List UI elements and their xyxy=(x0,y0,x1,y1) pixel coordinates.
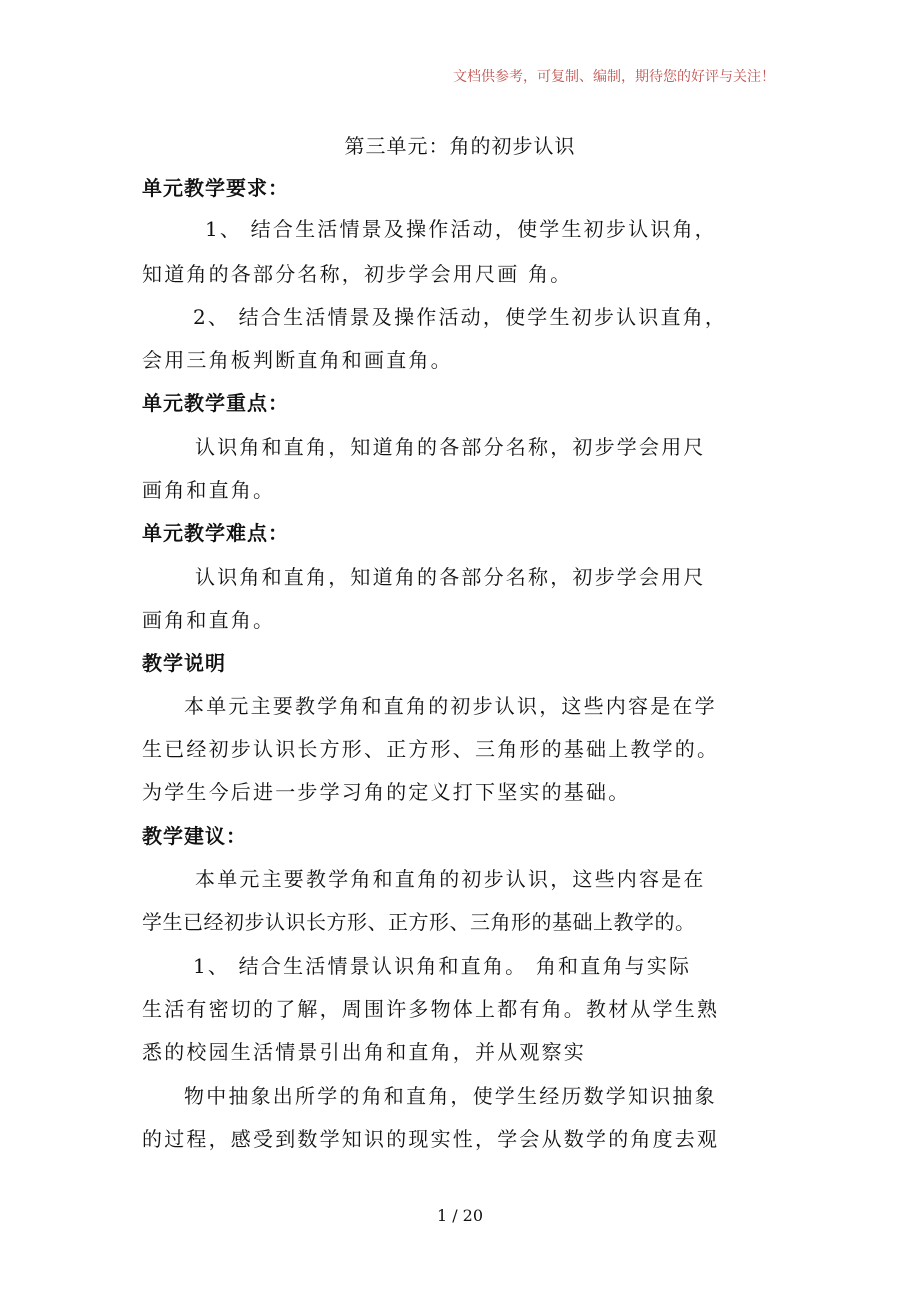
explanation-line2: 生已经初步认识长方形、正方形、三角形的基础上教学的。 xyxy=(142,737,720,761)
requirements-item2-line2: 会用三角板判断直角和画直角。 xyxy=(142,348,453,372)
difficulties-line2: 画角和直角。 xyxy=(142,608,276,632)
suggestions-line4: 生活有密切的了解，周围许多物体上都有角。教材从学生熟 xyxy=(142,997,720,1021)
key-points-line2: 画角和直角。 xyxy=(142,478,276,502)
requirements-item2-line1: 2、 结合生活情景及操作活动，使学生初步认识直角， xyxy=(193,305,728,329)
suggestions-line6: 物中抽象出所学的角和直角，使学生经历数学知识抽象 xyxy=(184,1084,717,1108)
explanation-line1: 本单元主要教学角和直角的初步认识，这些内容是在学 xyxy=(184,694,717,718)
header-note: 文档供参考，可复制、编制，期待您的好评与关注！ xyxy=(453,69,775,85)
page-number: 1 / 20 xyxy=(436,1206,484,1225)
requirements-heading: 单元教学要求： xyxy=(142,176,289,200)
suggestions-line7: 的过程，感受到数学知识的现实性，学会从数学的角度去观 xyxy=(142,1127,720,1151)
suggestions-line3: 1、 结合生活情景认识角和直角。 角和直角与实际 xyxy=(193,954,692,978)
explanation-line3: 为学生今后进一步学习角的定义打下坚实的基础。 xyxy=(142,780,631,804)
difficulties-heading: 单元教学难点： xyxy=(142,521,289,545)
requirements-item1-line2: 知道角的各部分名称，初步学会用尺画 角。 xyxy=(142,262,573,286)
suggestions-line5: 悉的校园生活情景引出角和直角，并从观察实 xyxy=(142,1040,586,1064)
explanation-heading: 教学说明 xyxy=(142,651,226,675)
suggestions-heading: 教学建议： xyxy=(142,824,247,848)
key-points-line1: 认识角和直角，知道角的各部分名称，初步学会用尺 xyxy=(195,435,706,459)
suggestions-line1: 本单元主要教学角和直角的初步认识，这些内容是在 xyxy=(195,867,706,891)
requirements-item1-line1: 1、 结合生活情景及操作活动，使学生初步认识角， xyxy=(205,217,717,241)
page-title: 第三单元：角的初步认识 xyxy=(344,134,576,158)
difficulties-line1: 认识角和直角，知道角的各部分名称，初步学会用尺 xyxy=(195,565,706,589)
suggestions-line2: 学生已经初步认识长方形、正方形、三角形的基础上教学的。 xyxy=(142,910,696,934)
key-points-heading: 单元教学重点： xyxy=(142,391,289,415)
